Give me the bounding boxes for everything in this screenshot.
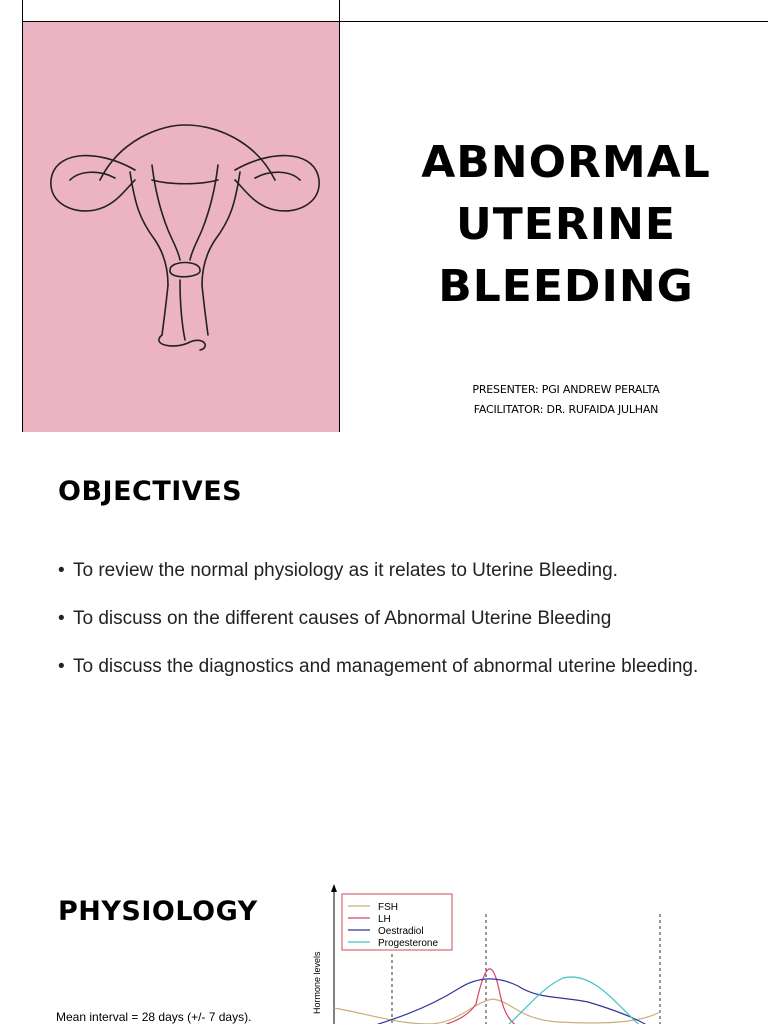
uterus-illustration xyxy=(40,110,330,360)
vertical-divider xyxy=(339,0,340,432)
series-line-lh xyxy=(334,969,660,1024)
objectives-heading: OBJECTIVES xyxy=(58,476,243,507)
legend-label-fsh: FSH xyxy=(378,902,398,913)
objective-item: • To discuss the diagnostics and management of abnormal uterine bleeding. xyxy=(58,646,718,687)
objective-item: • To discuss on the different causes of Abnormal Uterine Bleeding xyxy=(58,598,718,639)
y-axis-label: Hormone levels xyxy=(312,951,322,1014)
y-axis-arrow xyxy=(331,884,337,892)
legend-label-progesterone: Progesterone xyxy=(378,938,439,949)
physiology-slide xyxy=(0,862,768,1024)
objectives-slide xyxy=(0,432,768,862)
objective-item: • To review the normal physiology as it relates to Uterine Bleeding. xyxy=(58,550,718,591)
legend-label-oestradiol: Oestradiol xyxy=(378,926,424,937)
title-line-2: UTERINE xyxy=(456,199,676,250)
mean-interval-text: Mean interval = 28 days (+/- 7 days). xyxy=(56,1010,252,1024)
title-slide xyxy=(0,0,768,432)
facilitator-text: FACILITATOR: DR. RUFAIDA JULHAN xyxy=(473,403,659,416)
physiology-heading: PHYSIOLOGY xyxy=(58,896,258,927)
credits xyxy=(440,380,692,420)
hormone-chart xyxy=(308,884,668,1024)
series-line-oestradiol xyxy=(334,979,660,1024)
title-line-1: ABNORMAL xyxy=(421,137,711,188)
legend-label-lh: LH xyxy=(378,914,391,925)
slide-title xyxy=(390,132,742,318)
objectives-list xyxy=(58,550,718,694)
series-line-fsh xyxy=(334,999,660,1024)
presenter-text: PRESENTER: PGI ANDREW PERALTA xyxy=(472,383,660,396)
title-line-3: BLEEDING xyxy=(438,261,694,312)
